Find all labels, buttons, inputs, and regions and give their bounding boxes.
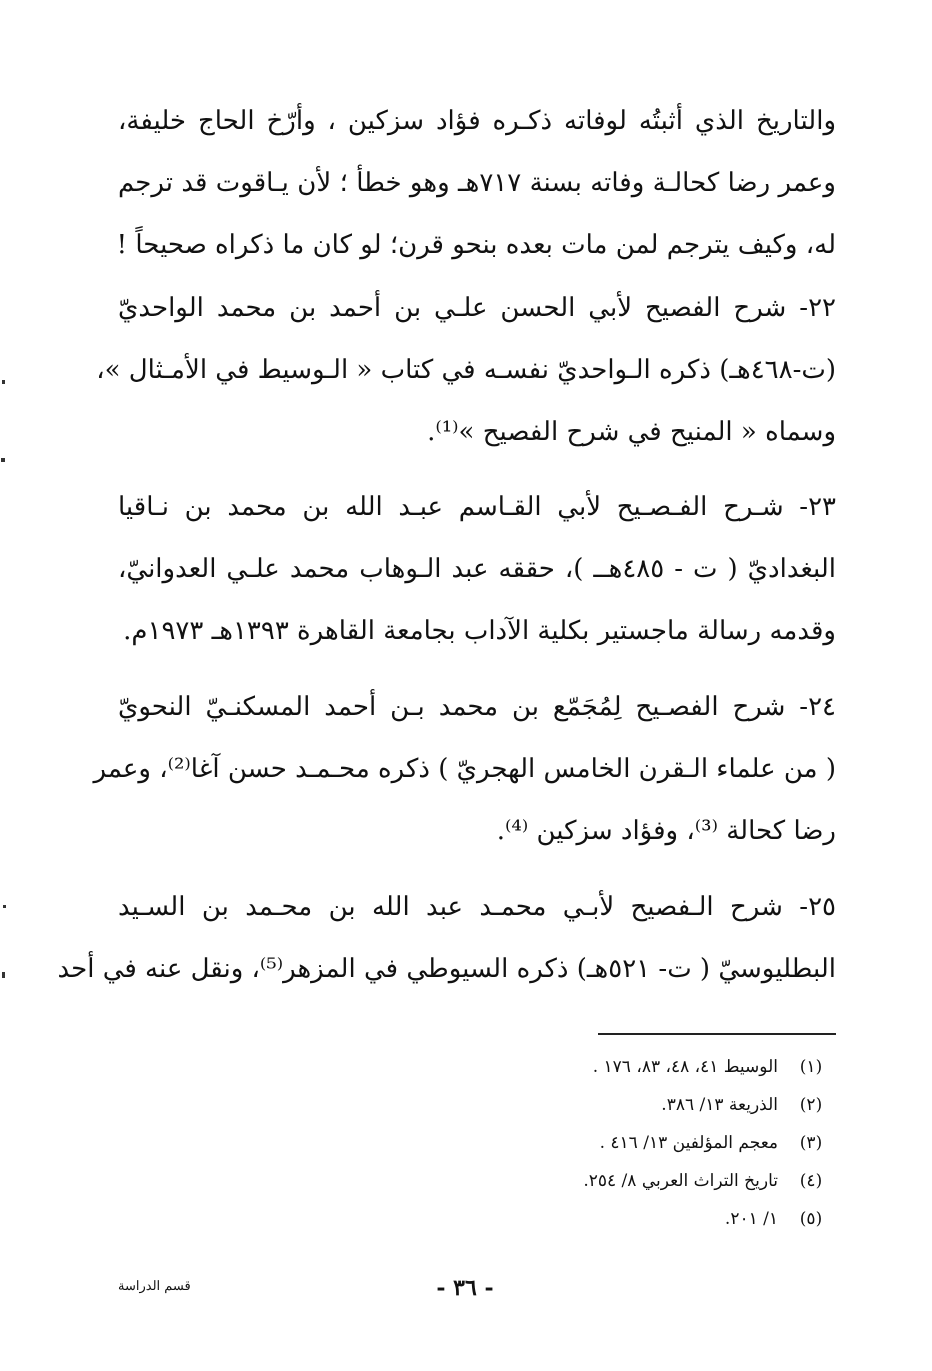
entry-24 bbox=[93, 676, 837, 862]
text-line: وسماه « المنيح في شرح الفصيح »⁽¹⁾. bbox=[427, 417, 836, 447]
footnote-number: (٢) bbox=[799, 1095, 823, 1115]
text-line: (ت-٤٦٨هـ) ذكره الـواحديّ نفسـه في كتاب « الـوسيط في الأمـثال »، bbox=[96, 355, 836, 385]
text-line: ٢٤- شرح الفصـيح لِمُجَمّع بن محمد بـن أحمد المسكنـيّ النحويّ bbox=[118, 692, 837, 722]
footnote-text: الذريعة ١٣/ ٣٨٦. bbox=[661, 1095, 778, 1115]
page-number: - ٣٦ - bbox=[436, 1275, 494, 1301]
footnotes bbox=[300, 1048, 836, 1238]
scan-speck bbox=[2, 380, 5, 384]
text-line: البغداديّ ( ت - ٤٨٥هــ )، حققه عبد الـوهاب محمد علـي العدوانيّ، bbox=[118, 554, 836, 584]
text-line: ٢٥- شرح الـفصيح لأبـي محمـد عبد الله بن محـمد بن السـيد bbox=[118, 892, 836, 922]
text-line: ( من علماء الـقرن الخامس الهجريّ ) ذكره محـمـد حسن آغا⁽²⁾، وعمر bbox=[93, 754, 836, 784]
footnote-text: تاريخ التراث العربي ٨/ ٢٥٤. bbox=[583, 1171, 778, 1191]
text-line: له، وكيف يترجم لمن مات بعده بنحو قرن؛ لو كان ما ذكراه صحيحاً ! bbox=[116, 230, 836, 260]
entry-23 bbox=[118, 476, 836, 662]
footnote-text: معجم المؤلفين ١٣/ ٤١٦ . bbox=[599, 1133, 778, 1153]
entry-22 bbox=[96, 277, 836, 463]
footnote-5 bbox=[300, 1200, 836, 1238]
footnote-number: (٥) bbox=[799, 1209, 823, 1229]
scan-speck bbox=[1, 458, 5, 462]
paragraph-1 bbox=[118, 90, 836, 276]
text-line: ٢٢- شرح الفصيح لأبي الحسن علـي بن أحمد بن محمد الواحديّ bbox=[118, 293, 836, 323]
entry-25 bbox=[57, 876, 836, 1000]
footnote-1 bbox=[300, 1048, 836, 1086]
footnote-number: (٣) bbox=[799, 1133, 823, 1153]
footnote-number: (١) bbox=[799, 1057, 823, 1077]
running-footer: قسم الدراسة bbox=[118, 1279, 191, 1294]
text-line: والتاريخ الذي أثبتُه لوفاته ذكـره فؤاد سزكين ، وأرّخ الحاج خليفة، bbox=[118, 106, 836, 136]
text-line: وقدمه رسالة ماجستير بكلية الآداب بجامعة القاهرة ١٣٩٣هـ ١٩٧٣م. bbox=[123, 616, 836, 646]
footnote-4 bbox=[300, 1162, 836, 1200]
scan-speck bbox=[2, 972, 5, 978]
text-line: رضا كحالة ⁽³⁾، وفؤاد سزكين ⁽⁴⁾. bbox=[496, 816, 836, 846]
footnote-2 bbox=[300, 1086, 836, 1124]
text-line: وعمر رضا كحالـة وفاته بسنة ٧١٧هـ وهو خطأ ؛ لأن يـاقوت قد ترجم bbox=[118, 168, 836, 198]
footnote-text: ١/ ٢٠١. bbox=[724, 1209, 778, 1229]
footnote-number: (٤) bbox=[799, 1171, 823, 1191]
footnote-3 bbox=[300, 1124, 836, 1162]
text-line: البطليوسيّ ( ت- ٥٢١هـ) ذكره السيوطي في المزهر⁽⁵⁾، ونقل عنه في أحد bbox=[57, 954, 836, 984]
text-line: ٢٣- شـرح الفـصـيح لأبي القـاسم عبـد الله بن محمد بن نـاقيا bbox=[118, 492, 836, 522]
footnote-separator bbox=[598, 1033, 836, 1035]
scan-speck bbox=[3, 905, 6, 908]
footnote-text: الوسيط ٤١، ٤٨، ٨٣، ١٧٦ . bbox=[592, 1057, 778, 1077]
